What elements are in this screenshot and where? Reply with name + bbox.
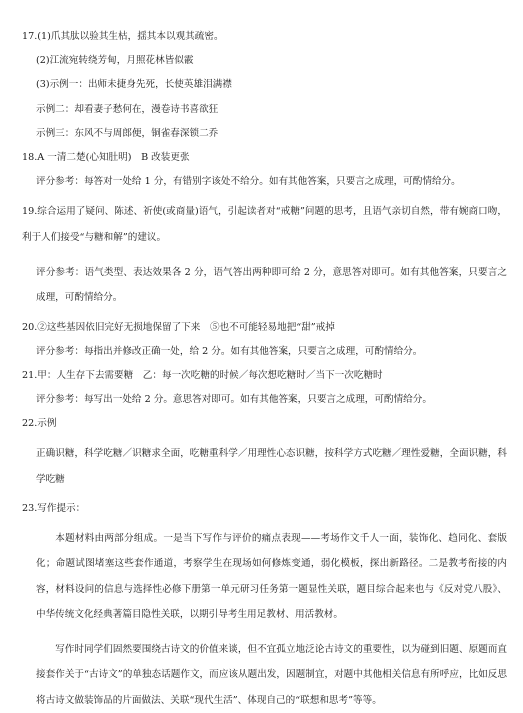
q19-scoring: 评分参考：语气类型、表达效果各 2 分，语气答出两种即可给 2 分，意思答对即可。如有其他答案，只要言之成理，可酌情给分。 bbox=[36, 266, 507, 304]
q22-heading: 22.示例 bbox=[22, 418, 57, 430]
q17-part2: (2)江流宛转绕芳甸，月照花林皆似霰 bbox=[36, 55, 194, 67]
q23-heading: 23.写作提示： bbox=[22, 503, 86, 515]
q19-answer: 19.综合运用了疑问、陈述、祈使(或商量)语气，引起读者对“戒糖”问题的思考，且语气亲切自然，带有婉商口吻，利于人们接受“与糖和解”的建议。 bbox=[22, 206, 507, 243]
q17-example2: 示例二：却看妻子愁何在，漫卷诗书喜欲狂 bbox=[36, 103, 219, 115]
q23-paragraph-2: 写作时同学们固然要围绕古诗文的价值来谈，但不宜孤立地泛论古诗文的重要性，以为碰到旧题、原题而直接套作关于“古诗文”的单独态话题作文，而应该从题出发，因题制宜，对题中其他相关信息有所呼应，比如反思将古诗文做装饰品的片面做法、关联“现代生活”、体现自己的“联想和思考”等等。 bbox=[36, 644, 507, 706]
q18-answer: 18.A 一清二楚(心知肚明) B 改装更张 bbox=[22, 151, 190, 163]
q21-scoring: 评分参考：每写出一处给 2 分。意思答对即可。如有其他答案，只要言之成理，可酌情给分。 bbox=[36, 394, 432, 406]
q21-answer: 21.甲：人生存下去需要糖 乙：每一次吃糖的时候／每次想吃糖时／当下一次吃糖时 bbox=[22, 369, 383, 381]
q20-answer: 20.②这些基因依旧完好无损地保留了下来 ⑤也不可能轻易地把“甜”戒掉 bbox=[22, 321, 335, 333]
q23-paragraph-1: 本题材料由两部分组成。一是当下写作与评价的痛点表现——考场作文千人一面，装饰化、趋同化、套版化；命题试图堵塞这些套作通道，考察学生在现场如何修炼变通，弱化模板，探出新路径。二是教考衔接的内容，材料设问的信息与选择性必修下册第一单元研习任务第一题显性关联，题目综合起来也与《反对党八股》、中华传统文化经典著篇目隐性关联，以期引导考生用足教材、用活教材。 bbox=[36, 533, 507, 620]
q17-part1: 17.(1)爪其肽以验其生枯，揺其本以观其疏密。 bbox=[22, 31, 224, 42]
q17-part3: (3)示例一：出师未捷身先死，长使英雄泪满襟 bbox=[36, 79, 232, 91]
q17-example3: 示例三：东风不与周郎便，铜雀春深锁二乔 bbox=[36, 127, 219, 139]
q20-scoring: 评分参考：每指出并修改正确一处，给 2 分。如有其他答案，只要言之成理，可酌情给分。 bbox=[36, 345, 423, 357]
q22-example: 正确识糖，科学吃糖／识糖求全面，吃糖重科学／用理性心态识糖，按科学方式吃糖／理性爱糖，全面识糖，科学吃糖 bbox=[36, 448, 507, 485]
q18-scoring: 评分参考：每答对一处给 1 分，有错别字该处不给分。如有其他答案，只要言之成理，可酌情给分。 bbox=[36, 176, 461, 188]
